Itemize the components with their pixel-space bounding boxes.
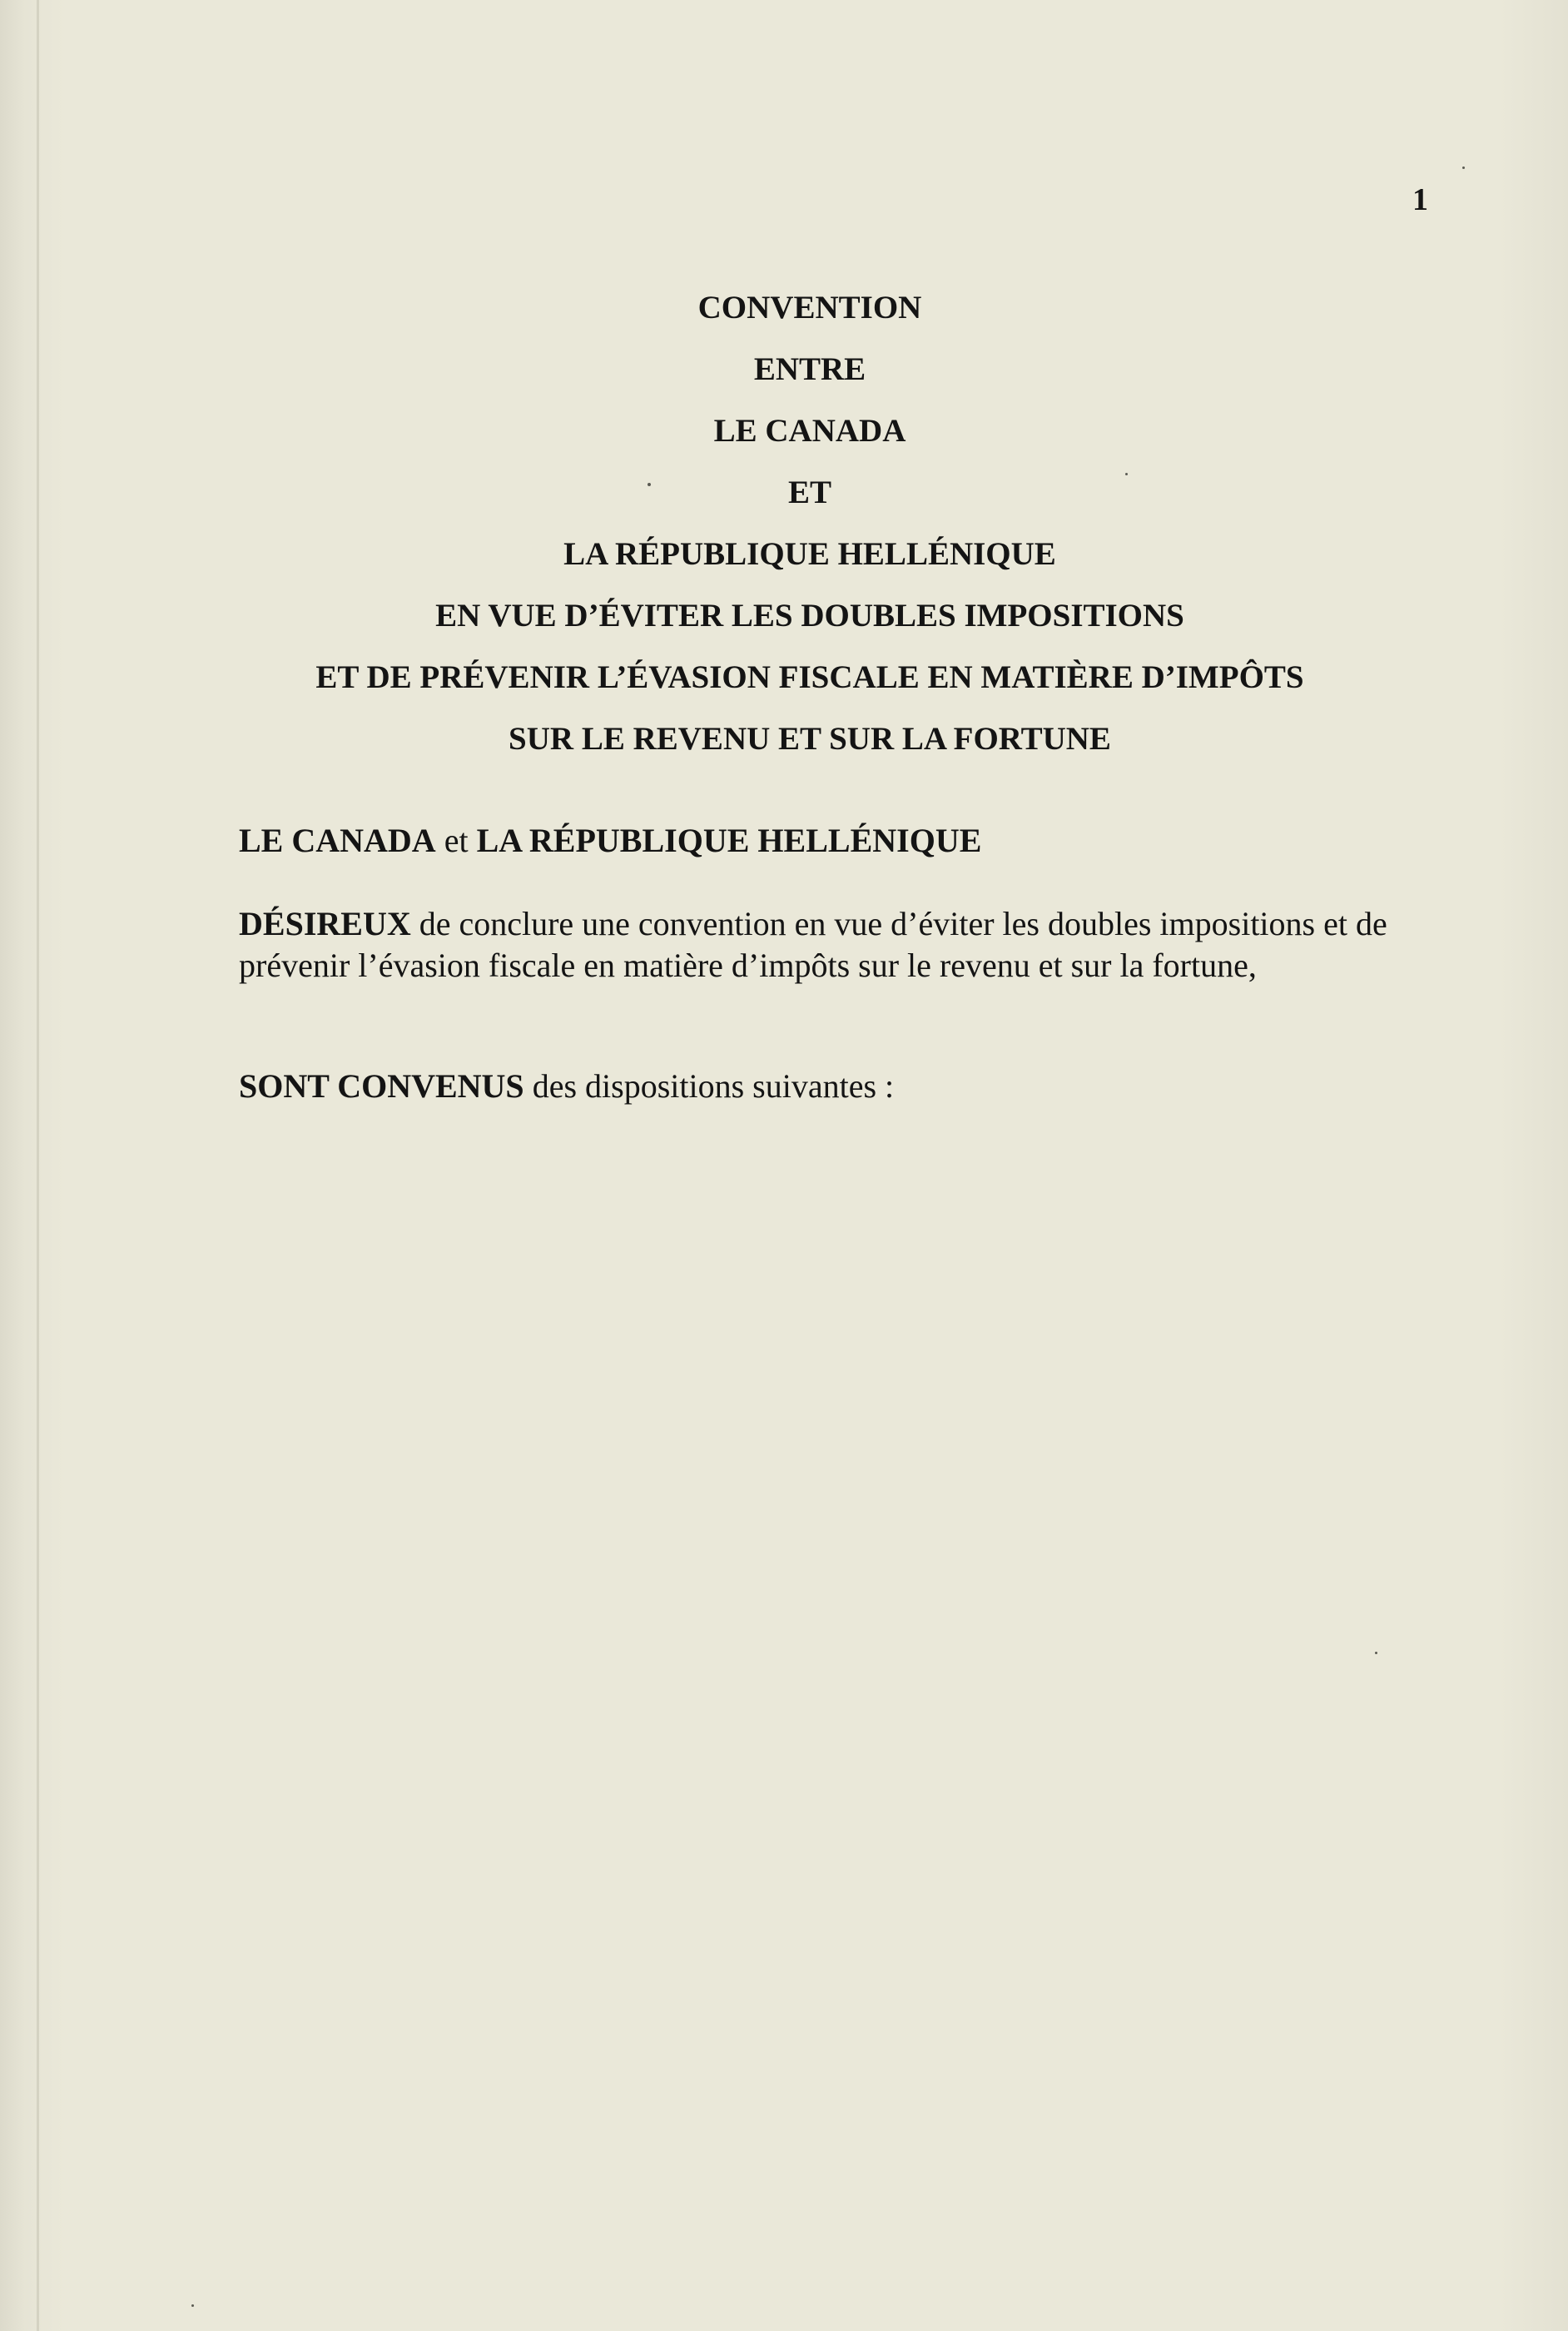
title-line: CONVENTION (697, 290, 922, 326)
desire-lead: DÉSIREUX (239, 905, 411, 942)
party-republic: LA RÉPUBLIQUE HELLÉNIQUE (476, 822, 982, 859)
title-line: SUR LE REVENU ET SUR LA FORTUNE (509, 721, 1111, 757)
desire-paragraph (239, 903, 1404, 987)
scan-speck (1462, 166, 1465, 169)
title-line: ENTRE (753, 351, 866, 387)
title-line: ET DE PRÉVENIR L’ÉVASION FISCALE EN MATIÈRE D’IMPÔTS (315, 659, 1304, 695)
scan-speck (191, 2304, 194, 2307)
title-line: LE CANADA (713, 413, 906, 449)
page-left-edge (37, 0, 39, 2331)
scan-speck (1125, 473, 1128, 475)
scan-speck (648, 483, 651, 486)
scan-speck (1375, 1652, 1377, 1654)
title-block (166, 277, 1453, 770)
party-connector: et (435, 822, 477, 859)
agreement-lead: SONT CONVENUS (239, 1067, 524, 1105)
title-line: LA RÉPUBLIQUE HELLÉNIQUE (563, 536, 1056, 572)
agreement-paragraph (239, 1066, 1404, 1107)
agreement-text: des dispositions suivantes : (523, 1067, 895, 1105)
title-line: ET (787, 475, 832, 510)
title-line: EN VUE D’ÉVITER LES DOUBLES IMPOSITIONS (435, 598, 1184, 634)
page-number: 1 (1412, 182, 1428, 217)
parties-line (239, 820, 1404, 862)
party-canada: LE CANADA (239, 822, 436, 859)
desire-text: de conclure une convention en vue d’éviter les doubles impositions et de prévenir l’évasion fiscale en matière d’impôts sur le revenu et sur la fortune, (239, 905, 1387, 984)
